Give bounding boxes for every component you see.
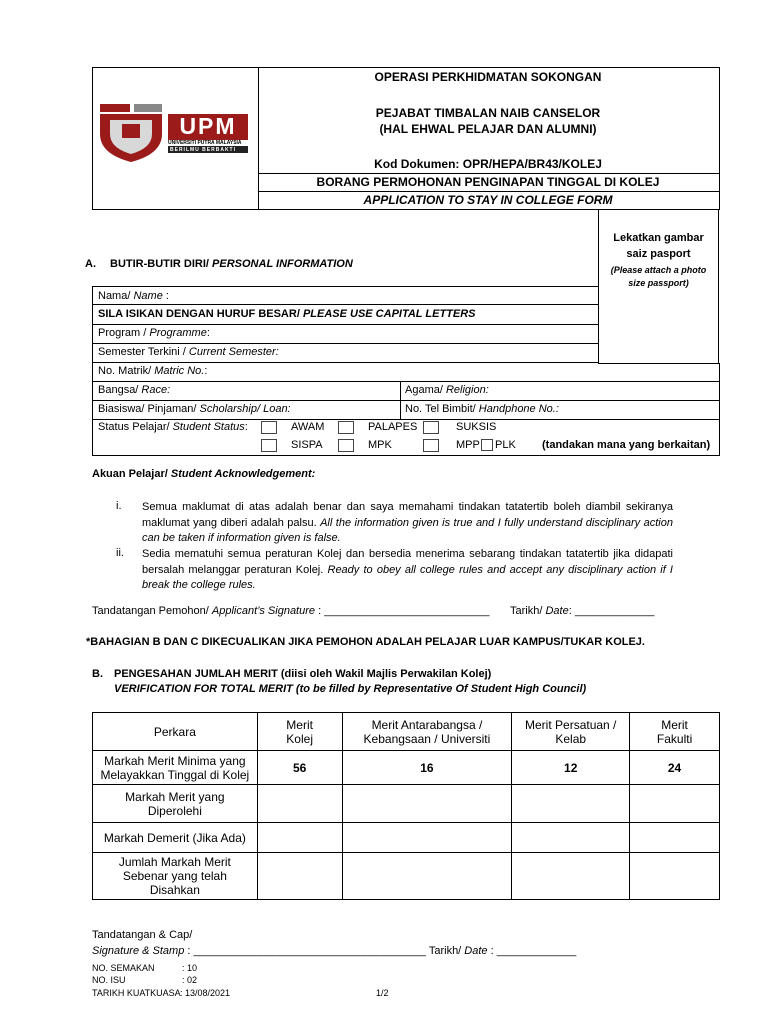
checkbox-plk[interactable] bbox=[481, 439, 493, 451]
checkbox-palapes[interactable] bbox=[338, 421, 354, 434]
table-cell[interactable] bbox=[630, 823, 720, 853]
photo-label-2: saiz pasport bbox=[626, 248, 691, 260]
status-label-ms: Status Pelajar/ bbox=[98, 421, 173, 433]
office-subtitle: (HAL EHWAL PELAJAR DAN ALUMNI) bbox=[379, 122, 597, 136]
page-number: 1/2 bbox=[376, 988, 389, 998]
section-a-title bbox=[110, 258, 353, 270]
matric-label-en: Matric No. bbox=[154, 365, 205, 377]
applicant-signature-label: Tandatangan Pemohon/ bbox=[92, 605, 212, 617]
stamp-signature-label-en: Signature & Stamp bbox=[92, 945, 185, 957]
section-b-title: PENGESAHAN JUMLAH MERIT (diisi oleh Wakil Majlis Perwakilan Kolej) bbox=[114, 668, 492, 680]
ack-item-2-text: Sedia mematuhi semua peraturan Kolej dan bersedia menerima sebarang tindakan tatatertib jika didapati bersalah melanggar peraturan Kolej. bbox=[142, 548, 673, 576]
table-row bbox=[93, 751, 720, 785]
stamp-date-line: : _____________ bbox=[487, 945, 577, 957]
merit-table bbox=[92, 712, 720, 900]
form-title: BORANG PERMOHONAN PENGINAPAN TINGGAL DI KOLEJ bbox=[316, 175, 660, 189]
applicant-date-label-en: Date bbox=[545, 605, 569, 617]
effective-date-label: TARIKH KUATKUASA bbox=[92, 988, 181, 998]
section-b-title-en: VERIFICATION FOR TOTAL MERIT (to be filled by Representative Of Student High Council) bbox=[114, 683, 587, 695]
semester-label: Semester Terkini / bbox=[98, 346, 189, 358]
semester-field[interactable] bbox=[98, 346, 279, 358]
option-mpp: MPP bbox=[456, 439, 480, 451]
status-label bbox=[98, 421, 248, 433]
photo-label: Lekatkan gambar bbox=[613, 232, 704, 244]
ack-title-en: Student Acknowledgement: bbox=[170, 468, 316, 480]
phone-field[interactable] bbox=[405, 403, 559, 415]
ack-item-1-number: i. bbox=[116, 500, 122, 512]
phone-label-en: Handphone No.: bbox=[478, 403, 559, 415]
option-suksis: SUKSIS bbox=[456, 421, 497, 433]
logo-motto: BERILMU BERBAKTI bbox=[170, 147, 236, 153]
name-field[interactable] bbox=[98, 290, 169, 302]
table-cell: Jumlah Markah Merit Sebenar yang telah Disahkan bbox=[93, 853, 258, 900]
applicant-date-line: : _____________ bbox=[568, 605, 655, 617]
table-cell[interactable] bbox=[630, 853, 720, 900]
option-mpk: MPK bbox=[368, 439, 392, 451]
matric-colon: : bbox=[204, 365, 208, 377]
checkbox-sispa[interactable] bbox=[261, 439, 277, 452]
option-plk: PLK bbox=[495, 439, 516, 451]
doc-code: Kod Dokumen: OPR/HEPA/BR43/KOLEJ bbox=[374, 157, 602, 171]
ack-item-2-text-en: Ready to obey all college rules and accept any disciplinary action if I break the college rules. bbox=[142, 563, 673, 591]
ack-item-2-number: ii. bbox=[116, 547, 124, 559]
table-cell: Markah Merit yang Diperolehi bbox=[93, 785, 258, 823]
programme-colon: : bbox=[206, 327, 210, 339]
table-row bbox=[93, 785, 720, 823]
capital-note-ms: SILA ISIKAN DENGAN HURUF BESAR/ bbox=[98, 308, 303, 320]
section-a-title-en: PERSONAL INFORMATION bbox=[212, 258, 353, 270]
issue-label: NO. ISU bbox=[92, 975, 126, 985]
ack-title bbox=[92, 468, 315, 480]
programme-label: Program / bbox=[98, 327, 150, 339]
applicant-signature-field[interactable] bbox=[92, 605, 489, 617]
stamp-signature-label: Tandatangan & Cap/ bbox=[92, 929, 193, 941]
matric-label: No. Matrik/ bbox=[98, 365, 155, 377]
revision-value: : 10 bbox=[182, 963, 198, 973]
ack-item-1-text: Semua maklumat di atas adalah benar dan saya memahami tindakan tatatertib boleh diambil sekiranya maklumat yang diberi adalah palsu. bbox=[142, 501, 673, 529]
programme-label-en: Programme bbox=[149, 327, 207, 339]
logo-university: UNIVERSITI PUTRA MALAYSIA bbox=[168, 140, 242, 146]
table-cell[interactable] bbox=[257, 853, 342, 900]
table-cell: Markah Demerit (Jika Ada) bbox=[93, 823, 258, 853]
table-cell[interactable] bbox=[512, 785, 630, 823]
effective-date-value: : 13/08/2021 bbox=[180, 988, 231, 998]
table-row bbox=[93, 853, 720, 900]
upm-logo bbox=[98, 100, 250, 164]
religion-field[interactable] bbox=[405, 384, 489, 396]
phone-label: No. Tel Bimbit/ bbox=[405, 403, 479, 415]
ack-item-1 bbox=[142, 500, 673, 547]
col-header-merit-antarabangsa: Merit Antarabangsa / Kebangsaan / Universiti bbox=[342, 713, 512, 751]
revision-label: NO. SEMAKAN bbox=[92, 963, 155, 973]
ack-title-ms: Akuan Pelajar/ bbox=[92, 468, 171, 480]
ack-item-1-text-en: All the information given is true and I fully understand disciplinary action can be taken if information given is false. bbox=[142, 516, 673, 544]
section-a-label: A. bbox=[85, 258, 96, 270]
table-cell[interactable] bbox=[512, 823, 630, 853]
religion-label-en: Religion: bbox=[445, 384, 489, 396]
applicant-signature-line: : ___________________________ bbox=[315, 605, 490, 617]
capital-note bbox=[98, 308, 476, 320]
col-header-merit-fakulti: Merit Fakulti bbox=[630, 713, 720, 751]
form-title-en: APPLICATION TO STAY IN COLLEGE FORM bbox=[363, 193, 613, 207]
option-sispa: SISPA bbox=[291, 439, 323, 451]
table-row bbox=[93, 823, 720, 853]
race-field[interactable] bbox=[98, 384, 170, 396]
stamp-signature-line: : ______________________________________ Tarikh/ bbox=[184, 945, 465, 957]
name-label: Nama/ bbox=[98, 290, 134, 302]
programme-field[interactable] bbox=[98, 327, 210, 339]
logo-text: UPM bbox=[179, 113, 237, 139]
table-cell[interactable] bbox=[342, 823, 512, 853]
table-cell[interactable]: 16 bbox=[342, 751, 512, 785]
status-colon: : bbox=[244, 421, 248, 433]
matric-field[interactable] bbox=[98, 365, 207, 377]
section-b-label: B. bbox=[92, 668, 103, 680]
applicant-date-label: Tarikh/ bbox=[510, 605, 546, 617]
status-label-en: Student Status bbox=[172, 421, 245, 433]
exemption-notice: *BAHAGIAN B DAN C DIKECUALIKAN JIKA PEMOHON ADALAH PELAJAR LUAR KAMPUS/TUKAR KOLEJ. bbox=[86, 636, 645, 648]
semester-label-en: Current Semester: bbox=[188, 346, 279, 358]
scholarship-field[interactable] bbox=[98, 403, 291, 415]
checkbox-mpk[interactable] bbox=[338, 439, 354, 452]
checkbox-awam[interactable] bbox=[261, 421, 277, 434]
option-palapes: PALAPES bbox=[368, 421, 418, 433]
name-colon: : bbox=[162, 290, 169, 302]
photo-note-2: size passport) bbox=[628, 278, 689, 288]
name-label-en: Name bbox=[133, 290, 163, 302]
section-a-title-ms: BUTIR-BUTIR DIRI/ bbox=[110, 258, 213, 270]
capital-note-en: PLEASE USE CAPITAL LETTERS bbox=[302, 308, 476, 320]
checkbox-suksis[interactable] bbox=[423, 421, 439, 434]
photo-note: (Please attach a photo bbox=[610, 265, 707, 275]
table-cell[interactable]: 24 bbox=[630, 751, 720, 785]
table-cell[interactable]: 56 bbox=[257, 751, 342, 785]
table-cell[interactable] bbox=[342, 785, 512, 823]
checkbox-mpp[interactable] bbox=[423, 439, 439, 452]
office-title: PEJABAT TIMBALAN NAIB CANSELOR bbox=[375, 106, 601, 120]
table-header-row bbox=[93, 713, 720, 751]
table-cell[interactable] bbox=[512, 853, 630, 900]
table-cell[interactable] bbox=[257, 785, 342, 823]
stamp-date-label-en: Date bbox=[464, 945, 488, 957]
dept-title: OPERASI PERKHIDMATAN SOKONGAN bbox=[374, 70, 602, 84]
stamp-signature-field[interactable] bbox=[92, 945, 576, 957]
religion-label: Agama/ bbox=[405, 384, 446, 396]
race-label: Bangsa/ bbox=[98, 384, 142, 396]
ack-item-2 bbox=[142, 547, 673, 594]
col-header-merit-persatuan: Merit Persatuan / Kelab bbox=[512, 713, 630, 751]
race-label-en: Race: bbox=[141, 384, 171, 396]
tick-note: (tandakan mana yang berkaitan) bbox=[542, 439, 711, 451]
table-cell[interactable]: 12 bbox=[512, 751, 630, 785]
scholarship-label-en: Scholarship/ Loan: bbox=[199, 403, 291, 415]
applicant-date-field[interactable] bbox=[510, 605, 654, 617]
table-cell[interactable] bbox=[630, 785, 720, 823]
applicant-signature-label-en: Applicant’s Signature bbox=[211, 605, 316, 617]
option-awam: AWAM bbox=[291, 421, 325, 433]
col-header-perkara: Perkara bbox=[93, 713, 258, 751]
scholarship-label: Biasiswa/ Pinjaman/ bbox=[98, 403, 200, 415]
table-cell[interactable] bbox=[257, 823, 342, 853]
issue-value: : 02 bbox=[182, 975, 198, 985]
col-header-merit-kolej: Merit Kolej bbox=[257, 713, 342, 751]
table-cell[interactable] bbox=[342, 853, 512, 900]
table-cell: Markah Merit Minima yang Melayakkan Tinggal di Kolej bbox=[93, 751, 258, 785]
